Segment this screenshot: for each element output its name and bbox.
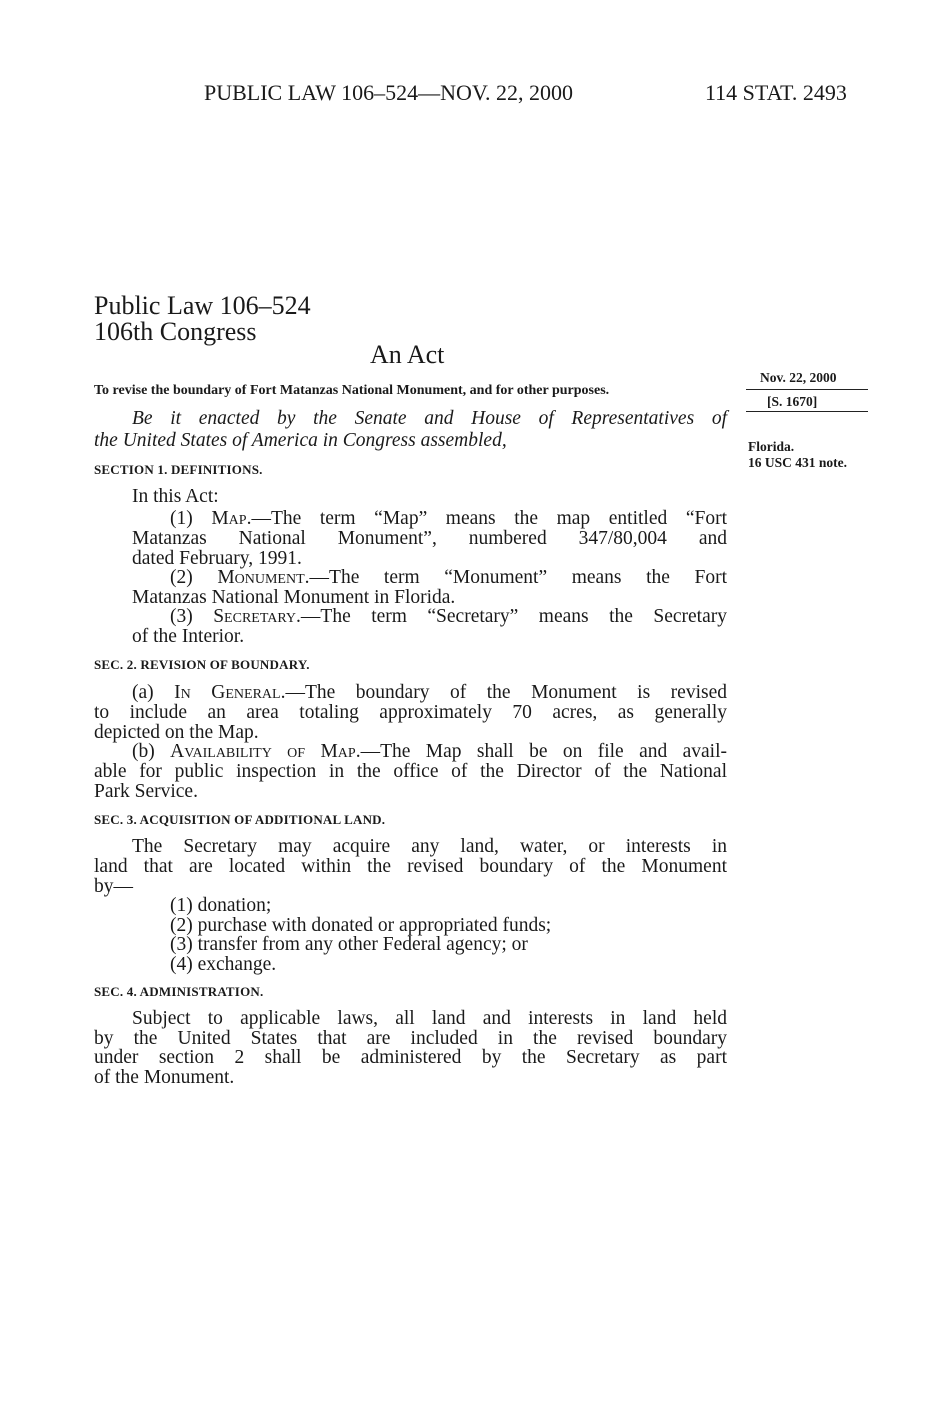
definition-monument-line1: (2) Monument.—The term “Monument” means the Fort [170, 567, 727, 588]
law-number: Public Law 106–524 [94, 291, 311, 320]
margin-rule-top [746, 389, 868, 390]
long-title: To revise the boundary of Fort Matanzas National Monument, and for other purposes. [94, 383, 610, 398]
acquisition-method-item: (1) donation; [170, 895, 272, 916]
enacting-clause-line1: Be it enacted by the Senate and House of Representatives of [132, 408, 727, 429]
definition-secretary-line2: of the Interior. [132, 626, 245, 647]
section3-heading: SEC. 3. ACQUISITION OF ADDITIONAL LAND. [94, 812, 386, 827]
section2-heading: SEC. 2. REVISION OF BOUNDARY. [94, 657, 310, 672]
section3-line2: land that are located within the revised boundary of the Monument [94, 856, 727, 877]
definition-map-line2: Matanzas National Monument”, numbered 347/80,004 and [132, 528, 727, 549]
section3-line1: The Secretary may acquire any land, water, or interests in [132, 836, 727, 857]
section4-heading: SEC. 4. ADMINISTRATION. [94, 984, 264, 999]
section4-line1: Subject to applicable laws, all land and interests in land held [132, 1008, 727, 1029]
margin-bill-number: [S. 1670] [767, 394, 818, 409]
subsection-b-line3: Park Service. [94, 781, 198, 802]
margin-usc-citation: 16 USC 431 note. [748, 455, 848, 470]
section4-line3: under section 2 shall be administered by the Secretary as part [94, 1047, 727, 1068]
margin-state: Florida. [748, 439, 795, 454]
acquisition-method-item: (4) exchange. [170, 954, 277, 975]
subsection-a-line2: to include an area totaling approximately 70 acres, as generally [94, 702, 727, 723]
subsection-b-line1: (b) Availability of Map.—The Map shall be on file and avail- [132, 741, 727, 762]
definition-monument-line2: Matanzas National Monument in Florida. [132, 587, 456, 608]
definition-map-line3: dated February, 1991. [132, 548, 302, 569]
definition-map-line1: (1) Map.—The term “Map” means the map entitled “Fort [170, 508, 727, 529]
section4-line4: of the Monument. [94, 1067, 235, 1088]
section1-heading: SECTION 1. DEFINITIONS. [94, 462, 263, 477]
section1-intro: In this Act: [132, 486, 219, 507]
congress-number: 106th Congress [94, 317, 257, 346]
act-label: An Act [370, 340, 445, 369]
margin-rule-bottom [746, 411, 868, 412]
running-head: PUBLIC LAW 106–524—NOV. 22, 2000 [204, 80, 573, 105]
definition-secretary-line1: (3) Secretary.—The term “Secretary” means the Secretary [170, 606, 727, 627]
subsection-a-line3: depicted on the Map. [94, 722, 259, 743]
margin-date: Nov. 22, 2000 [760, 370, 837, 385]
subsection-a-line1: (a) In General.—The boundary of the Monument is revised [132, 682, 727, 703]
enacting-clause-line2: the United States of America in Congress assembled, [94, 430, 507, 451]
stat-page-number: 114 STAT. 2493 [705, 80, 847, 105]
acquisition-method-item: (2) purchase with donated or appropriated funds; [170, 915, 552, 936]
section4-line2: by the United States that are included in the revised boundary [94, 1028, 727, 1049]
acquisition-method-item: (3) transfer from any other Federal agency; or [170, 934, 528, 955]
section3-line3: by— [94, 876, 133, 897]
subsection-b-line2: able for public inspection in the office of the Director of the National [94, 761, 727, 782]
